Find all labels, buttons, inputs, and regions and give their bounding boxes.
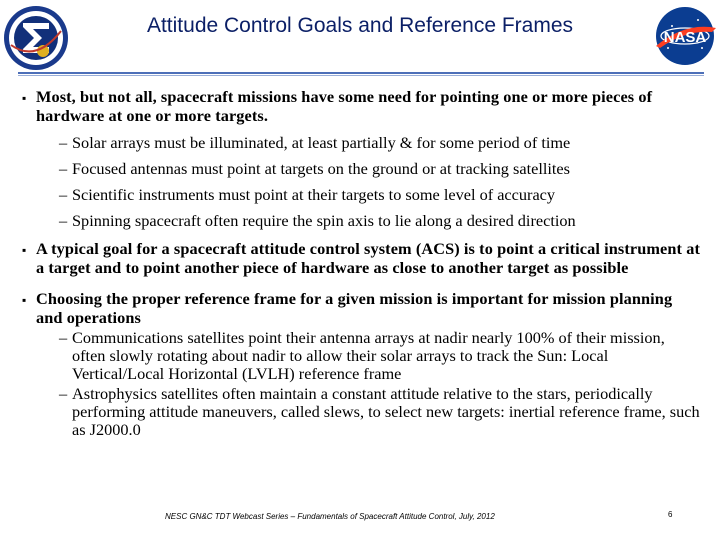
dash-icon: – [59, 159, 68, 178]
sub-bullet-text: Spinning spacecraft often require the spin axis to lie along a desired direction [72, 211, 576, 230]
sub-bullet-text: Communications satellites point their antenna arrays at nadir nearly 100% of their mission, often slowly rotating about nadir to allow their solar arrays to track the Sun: Local Vertical/Local Horizontal (LVLH) reference frame [72, 328, 665, 383]
sub-bullet [22, 134, 702, 152]
sub-bullet [22, 186, 702, 204]
sub-bullet-text: Scientific instruments must point at their targets to some level of accuracy [72, 185, 556, 204]
bullet-item [22, 88, 702, 125]
header-divider-thin [18, 75, 704, 76]
dash-icon: – [59, 384, 68, 403]
square-bullet-icon: ▪ [22, 243, 27, 257]
sub-bullet [22, 385, 702, 439]
square-bullet-icon: ▪ [22, 91, 27, 105]
sub-list [22, 329, 702, 439]
page-title: Attitude Control Goals and Reference Frames [146, 14, 574, 37]
bullet-text: A typical goal for a spacecraft attitude control system (ACS) is to point a critical instrument at a target and to point another piece of hardware as close to another target as possible [36, 239, 700, 277]
dash-icon: – [59, 328, 68, 347]
bullet-text: Choosing the proper reference frame for a given mission is important for mission planning and operations [36, 289, 673, 327]
svg-text:NASA: NASA [663, 29, 707, 46]
dash-icon: – [59, 133, 68, 152]
sub-bullet-text: Astrophysics satellites often maintain a constant attitude relative to the stars, periodically performing attitude maneuvers, called slews, to select new targets: inertial reference frame, such as J2000.0 [72, 384, 700, 439]
sub-bullet [22, 329, 702, 383]
slide-body [22, 88, 702, 449]
bullet-item [22, 240, 702, 277]
sub-bullet-text: Focused antennas must point at targets on the ground or at tracking satellites [72, 159, 570, 178]
bullet-item [22, 290, 702, 327]
slide-header [0, 0, 720, 80]
square-bullet-icon: ▪ [22, 293, 27, 307]
dash-icon: – [59, 185, 68, 204]
sub-bullet [22, 212, 702, 230]
nasa-logo [650, 4, 720, 68]
nesc-logo [3, 5, 69, 71]
sub-list [22, 134, 702, 230]
sub-bullet [22, 160, 702, 178]
footer-text: NESC GN&C TDT Webcast Series – Fundamentals of Spacecraft Attitude Control, July, 2012 [165, 512, 495, 521]
page-number: 6 [668, 510, 673, 519]
dash-icon: – [59, 211, 68, 230]
bullet-text: Most, but not all, spacecraft missions have some need for pointing one or more pieces of hardware at one or more targets. [36, 87, 653, 125]
header-divider [18, 72, 704, 74]
sub-bullet-text: Solar arrays must be illuminated, at least partially & for some period of time [72, 133, 571, 152]
